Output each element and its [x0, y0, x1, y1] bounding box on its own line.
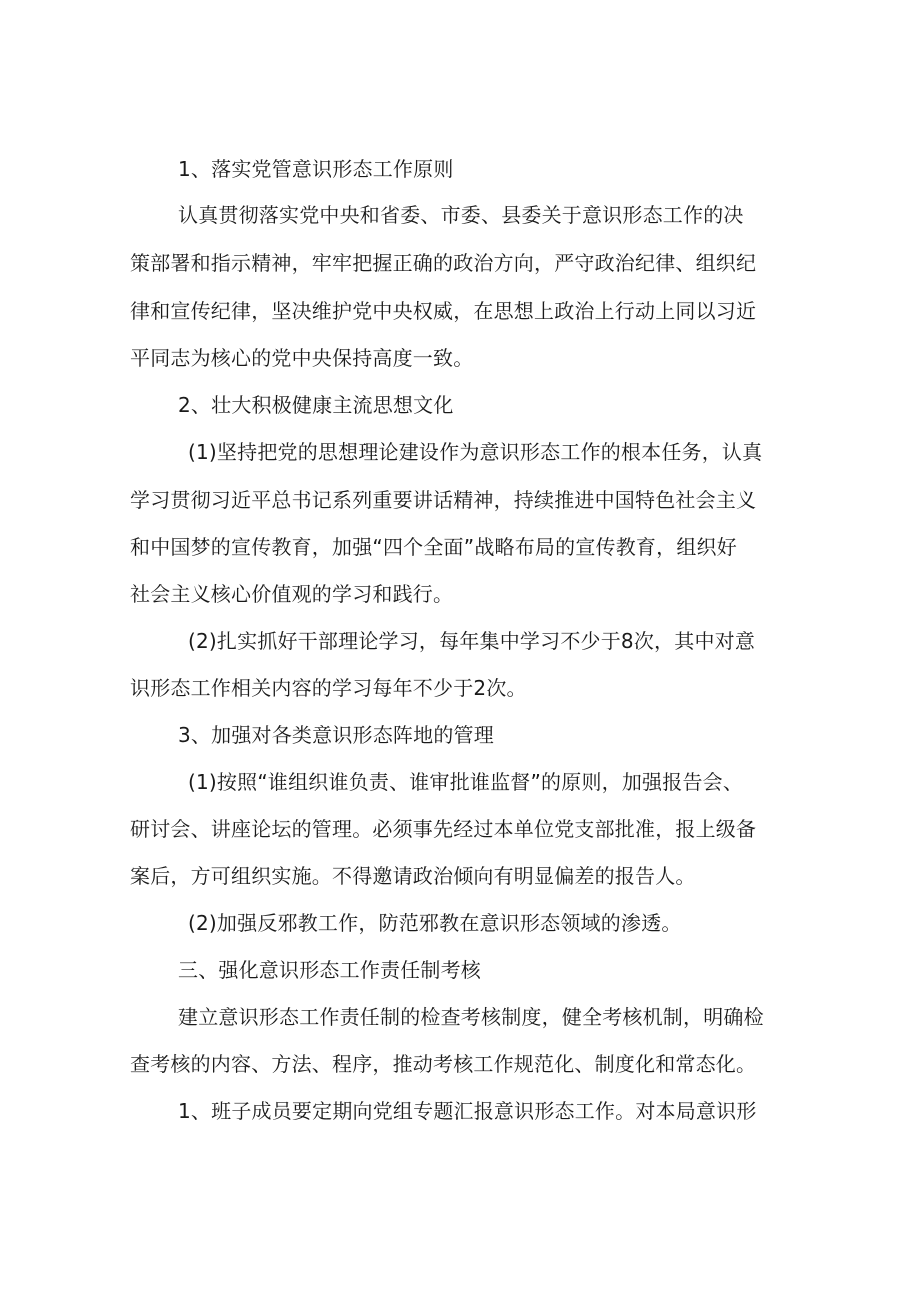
paragraph-line: 学习贯彻习近平总书记系列重要讲话精神，持续推进中国特色社会主义: [130, 488, 757, 512]
paragraph-line: 查考核的内容、方法、程序，推动考核工作规范化、制度化和常态化。: [130, 1052, 757, 1076]
paragraph-line: (1)按照“谁组织谁负责、谁审批谁监督”的原则，加强报告会、: [188, 770, 744, 794]
paragraph-line: 建立意识形态工作责任制的检查考核制度，健全考核机制，明确检: [178, 1005, 764, 1029]
paragraph-line: 识形态工作相关内容的学习每年不少于2次。: [130, 676, 527, 700]
heading-3: 3、加强对各类意识形态阵地的管理: [178, 723, 494, 747]
paragraph-line: 案后，方可组织实施。不得邀请政治倾向有明显偏差的报告人。: [130, 864, 696, 888]
paragraph-line: (2)扎实抓好干部理论学习，每年集中学习不少于8次，其中对意: [188, 629, 756, 653]
paragraph-line: 1、班子成员要定期向党组专题汇报意识形态工作。对本局意识形: [178, 1099, 757, 1123]
paragraph-line: 研讨会、讲座论坛的管理。必须事先经过本单位党支部批准，报上级备: [130, 817, 757, 841]
paragraph-line: 认真贯彻落实党中央和省委、市委、县委关于意识形态工作的决: [178, 203, 744, 227]
paragraph-line: 律和宣传纪律，坚决维护党中央权威，在思想上政治上行动上同以习近: [130, 299, 757, 323]
heading-2: 2、壮大积极健康主流思想文化: [178, 393, 454, 417]
paragraph-line: 社会主义核心价值观的学习和践行。: [130, 582, 454, 606]
section-heading: 三、强化意识形态工作责任制考核: [178, 958, 481, 982]
heading-1: 1、落实党管意识形态工作原则: [178, 157, 454, 181]
paragraph-line: 平同志为核心的党中央保持高度一致。: [130, 346, 474, 370]
paragraph-line: (2)加强反邪教工作，防范邪教在意识形态领域的渗透。: [188, 911, 682, 935]
paragraph-line: 和中国梦的宣传教育，加强“四个全面”战略布局的宣传教育，组织好: [130, 535, 737, 559]
paragraph-line: (1)坚持把党的思想理论建设作为意识形态工作的根本任务，认真: [188, 440, 763, 464]
paragraph-line: 策部署和指示精神，牢牢把握正确的政治方向，严守政治纪律、组织纪: [130, 251, 757, 275]
